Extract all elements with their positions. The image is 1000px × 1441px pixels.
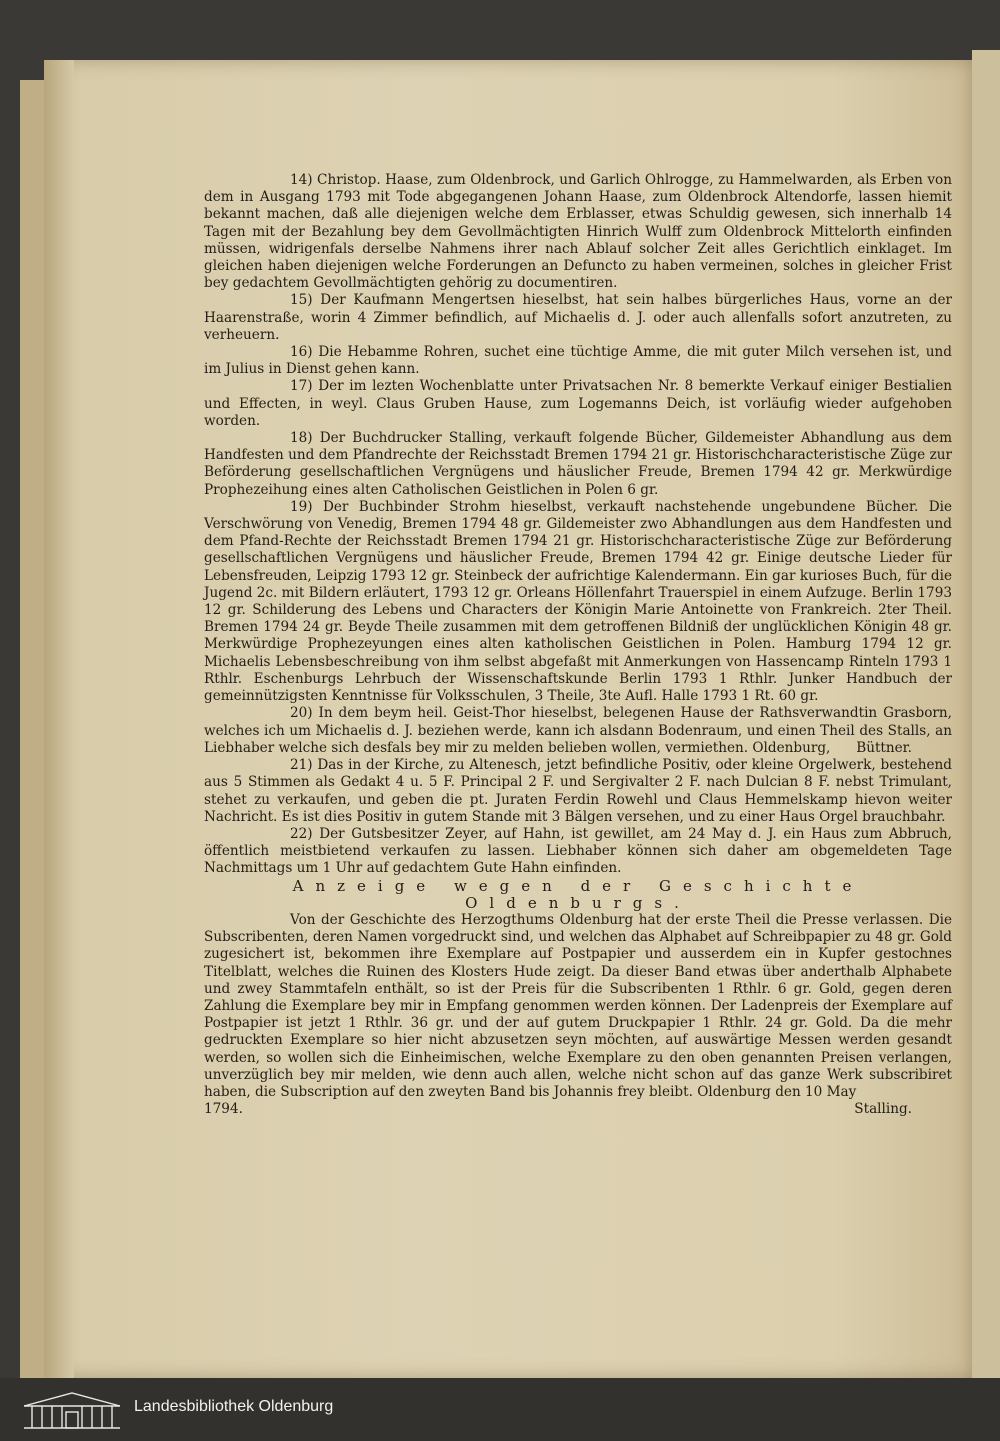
page-edge-right: [972, 50, 1000, 1378]
library-name: Landesbibliothek Oldenburg: [134, 1398, 334, 1415]
signature-stalling: Stalling.: [854, 1101, 912, 1118]
page-text: [204, 172, 952, 1119]
library-building-icon: [22, 1390, 122, 1430]
notice-17: 17) Der im lezten Wochenblatte unter Privatsachen Nr. 8 bemerkte Verkauf einiger Bestialien und Effecten, in weyl. Claus Gruben Hause, zum Logemanns Deich, ist vorläufig wieder aufgehoben worden.: [204, 378, 952, 429]
notice-20: 20) In dem beym heil. Geist-Thor hieselbst, belegenen Hause der Rathsverwandtin Grasborn, welches ich um Michaelis d. J. beziehen werde, kann ich alsdann Bodenraum, und einen Theil des Stalls, an Liebhaber welche sich desfals bey mir zu melden belieben wollen, vermiethen. Oldenburg,: [204, 705, 952, 756]
notice-18: 18) Der Buchdrucker Stalling, verkauft folgende Bücher, Gildemeister Abhandlung aus dem Handfesten und dem Pfandrechte der Reichsstadt Bremen 1794 21 gr. Historischcharacteristische Züge zur Beförderung gesellschaftlichen Vergnügens und häuslicher Freude, Bremen 1794 42 gr. Merkwürdige Prophezeihung eines alten Catholischen Geistlichen in Polen 6 gr.: [204, 430, 952, 498]
notice-14: 14) Christop. Haase, zum Oldenbrock, und Garlich Ohlrogge, zu Hammelwarden, als Erben von dem in Ausgang 1793 mit Tode abgegangenen Johann Haase, zum Oldenbrock Altendorfe, lassen hiemit bekannt machen, daß alle diejenigen welche dem Erblasser, etwas Schuldig gewesen, sich innerhalb 14 Tagen mit der Bezahlung bey dem Gevollmächtigten Hinrich Wulff zum Oldenbrock Mittelorth einfinden müssen, widrigenfals derselbe Nahmens ihrer nach Ablauf solcher Zeit alles Gerichtlich einklaget. Im gleichen haben diejenigen welche Forderungen an Defuncto zu haben vermeinen, solches in gleicher Frist bey gedachtem Gevollmächtigten gehörig zu documentiren.: [204, 172, 952, 292]
notice-15: 15) Der Kaufmann Mengertsen hieselbst, hat sein halbes bürgerliches Haus, vorne an der Haarenstraße, worin 4 Zimmer befindlich, auf Michaelis d. J. oder auch allenfalls sofort anzutreten, zu verheuern.: [204, 292, 952, 343]
notice-19: 19) Der Buchbinder Strohm hieselbst, verkauft nachstehende ungebundene Bücher. Die Verschwörung von Venedig, Bremen 1794 48 gr. Gildemeister zwo Abhandlungen aus dem Handfesten und dem Pfand-Rechte der Reichsstadt Bremen 1794 21 gr. Historischcharacteristische Züge zur Beförderung gesellschaftlichen Vergnügens und häuslicher Freude, Bremen 1794 42 gr. Einige deutsche Lieder für Lebensfreuden, Leipzig 1793 12 gr. Steinbeck der aufrichtige Kalendermann. Ein gar kurioses Buch, für die Jugend 2c. mit Bildern erläutert, 1793 12 gr. Orleans Höllenfahrt Trauerspiel in einem Aufzuge. Berlin 1793 12 gr. Schilderung des Lebens und Characters der Königin Marie Antoinette von Frankreich. 2ter Theil. Bremen 1794 24 gr. Beyde Theile zusammen mit dem getroffenen Bildniß der unglücklichen Königin 48 gr. Merkwürdige Prophezeyungen eines alten katholischen Geistlichen in Polen. Hamburg 1794 12 gr. Michaelis Lebensbeschreibung von ihm selbst abgefaßt mit Anmerkungen von Hassencamp Rinteln 1793 1 Rthlr. Eschenburgs Lehrbuch der Wissenschaftskunde Berlin 1793 1 Rthlr. Junker Handbuch der gemeinnützigsten Kenntnisse für Volksschulen, 3 Theile, 3te Aufl. Halle 1793 1 Rt. 60 gr.: [204, 498, 952, 705]
section-heading: Anzeige wegen der Geschichte Oldenburgs.: [292, 876, 864, 912]
page-gutter: [44, 60, 74, 1378]
notice-21: 21) Das in der Kirche, zu Altenesch, jetzt befindliche Positiv, oder kleine Orgelwerk, bestehend aus 5 Stimmen als Gedakt 4 u. 5 F. Principal 2 F. und Sergivalter 2 F. nach Dulcian 8 F. nebst Trimulant, stehet zu verkaufen, und geben die pt. Juraten Ferdin Rowehl und Claus Hemmelskamp hievon weiter Nachricht. Es ist dies Positiv in gutem Stande mit 3 Bälgen versehen, und zu einer Haus Orgel brauchbahr.: [204, 757, 952, 825]
announcement-date: 1794.: [204, 1101, 243, 1118]
page-edge-left: [20, 80, 46, 1378]
announcement-text: Von der Geschichte des Herzogthums Oldenburg hat der erste Theil die Presse verlassen. Die Subscribenten, deren Namen vorgedruckt sind, und welchen das Alphabet auf Schreibpapier zu 48 gr. Gold zugesichert ist, bekommen ihre Exemplare auf Postpapier und ausserdem ein in Kupfer gestochnes Titelblatt, welches die Ruinen des Klosters Hude zeigt. Da dieser Band etwas über anderthalb Alphabete und zwey Stammtafeln enthält, so ist der Preis für die Subscribenten 1 Rthlr. 6 gr. Gold, gegen deren Zahlung die Exemplare bey mir in Empfang genommen werden können. Der Ladenpreis der Exemplare auf Postpapier ist jetzt 1 Rthlr. 36 gr. und der auf gutem Druckpapier 1 Rthlr. 24 gr. Gold. Da die mehr gedruckten Exemplare so hier nicht abzusetzen seyn möchten, auf auswärtige Messen werden gesandt werden, so wollen sich die Einheimischen, welche Exemplare zu den oben genannten Preisen verlangen, unverzüglich bey mir melden, wie denn auch allen, welche nicht schon auf das ganze Werk subscribiret haben, die Subscription auf den zweyten Band bis Johannis frey bleibt. Oldenburg den 10 May: [204, 911, 952, 1100]
footer-bar: [0, 1378, 1000, 1441]
signature-buettner: Büttner.: [856, 739, 912, 756]
notice-16: 16) Die Hebamme Rohren, suchet eine tüchtige Amme, die mit guter Milch versehen ist, und im Julius in Dienst gehen kann.: [204, 344, 952, 378]
notice-22: 22) Der Gutsbesitzer Zeyer, auf Hahn, ist gewillet, am 24 May d. J. ein Haus zum Abbruch, öffentlich meistbietend verkaufen zu lassen. Liebhaber können sich daher am obgemeldeten Tage Nachmittags um 1 Uhr auf gedachtem Gute Hahn einfinden.: [204, 825, 952, 877]
